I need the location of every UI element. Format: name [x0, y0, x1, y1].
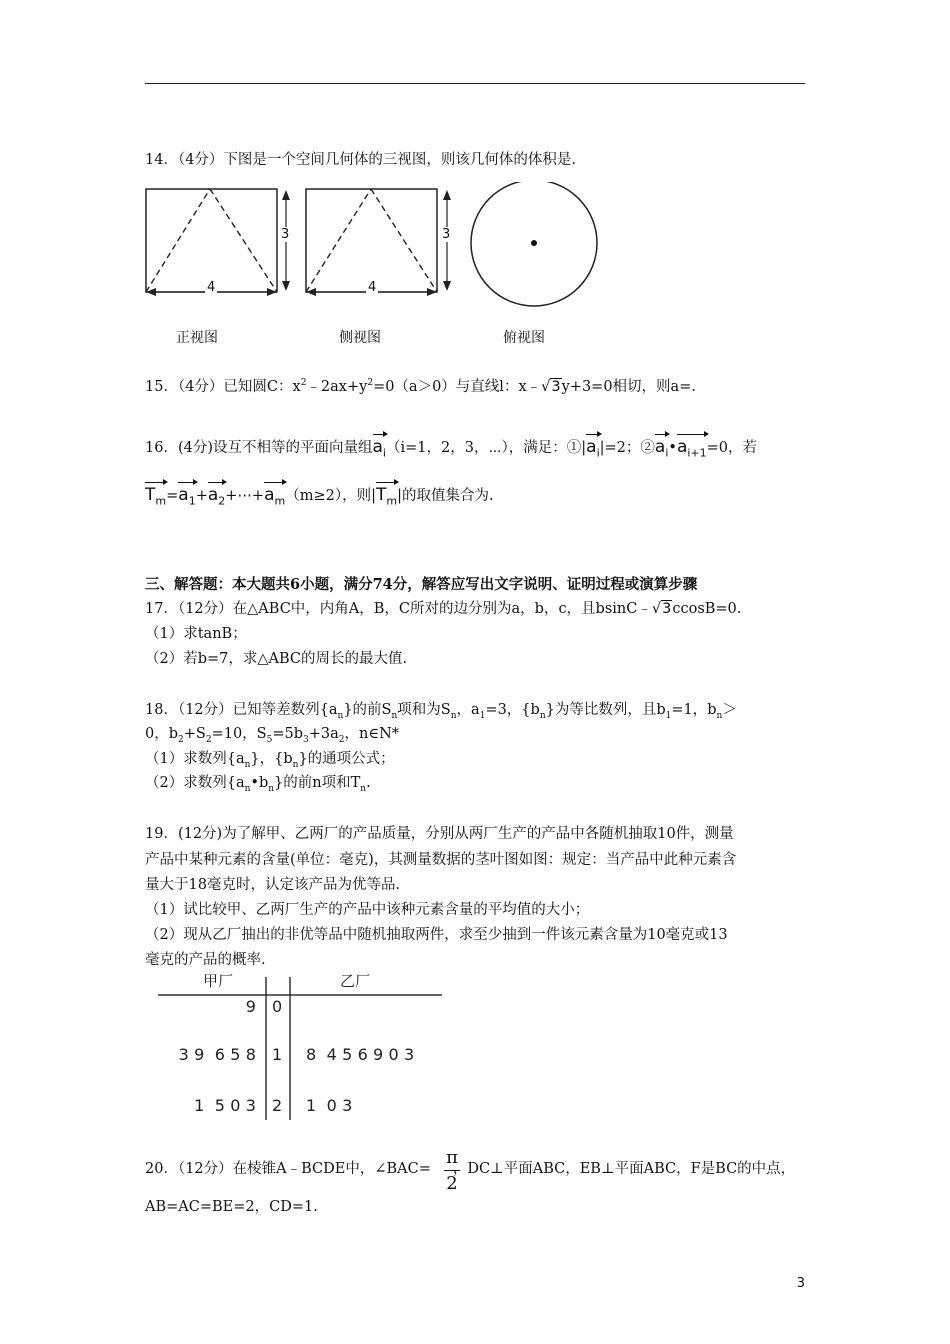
- fraction-pi-over-2: π 2: [444, 1147, 460, 1194]
- top-view: [471, 182, 597, 306]
- side-width-label: 4: [368, 280, 377, 295]
- side-height-label: 3: [442, 227, 451, 242]
- q20-line1: 20．（12分）在棱锥A﹣BCDE中，∠BAC= ，DC⊥平面ABC，EB⊥平面ABC，F是BC的中点，: [145, 1161, 796, 1177]
- side-view: [306, 189, 451, 296]
- q19-line5: （2）现从乙厂抽出的非优等品中随机抽取两件，求至少抽到一件该元素含量为10毫克或13: [145, 927, 728, 943]
- front-width-label: 4: [207, 280, 216, 295]
- sqrt-symbol: √3: [651, 601, 672, 617]
- vector-a-i: $a_i$: [586, 437, 599, 463]
- side-view-caption: 侧视图: [339, 330, 381, 346]
- q14-text: 14．（4分）下图是一个空间几何体的三视图，则该几何体的体积是.: [145, 152, 577, 168]
- front-height-label: 3: [281, 227, 290, 242]
- q17-line1: 17．（12分）在△ABC中，内角A，B，C所对的边分别为a，b，c，且bsinC﹣√3ccosB=0.: [145, 601, 742, 617]
- vector-a-i-plus-1: $a_{i+1}$: [677, 437, 707, 463]
- q19-line6: 毫克的产品的概率.: [145, 952, 266, 968]
- vector-a-m: $a_m$: [264, 485, 285, 511]
- q20-line2: AB=AC=BE=2，CD=1.: [145, 1199, 318, 1215]
- q17-line2: （1）求tanB；: [145, 626, 247, 642]
- vector-a-i: $a_i$: [655, 437, 668, 463]
- vector-a-i: $a_i$: [373, 437, 386, 463]
- q19-line1: 19．(12分)为了解甲、乙两厂的产品质量，分别从两厂生产的产品中各随机抽取10件，测量: [145, 826, 734, 842]
- page-number: 3: [796, 1276, 805, 1291]
- front-view: [146, 189, 290, 296]
- leaf-right-row-2: 1 0 3: [306, 1096, 353, 1115]
- vector-a-1: $a_1$: [178, 485, 195, 511]
- q19-line2: 产品中某种元素的含量(单位：毫克)，其测量数据的茎叶图如图：规定：当产品中此种元素含: [145, 852, 737, 868]
- q15-text: 15．（4分）已知圆C：$x^2﹣2ax+y^2=0(a>0)$与直线l：x﹣√3y+3=0相切，则a=.: [145, 378, 696, 395]
- vector-a-2: $a_2$: [208, 485, 225, 511]
- stem-row-0: 0: [272, 997, 283, 1016]
- q19-line4: （1）试比较甲、乙两厂生产的产品中该种元素含量的平均值的大小；: [145, 902, 590, 918]
- leaf-right-row-1: 8 4 5 6 9 0 3: [306, 1045, 415, 1064]
- plot-header-jia: 甲厂: [203, 972, 234, 990]
- stem-row-1: 1: [272, 1045, 283, 1064]
- header-rule: [145, 83, 805, 84]
- q18-line1: 18．（12分）已知等差数列$\{a_n\}$的前$S_n$项和为$S_n$，$a_1=3$，$\{b_n\}$为等比数列，且$b_1=1$，$b_n>$: [145, 702, 737, 721]
- q16-line1: 16．(4分)设互不相等的平面向量组$a_i(i=1$，2，3，⋯），满足：$①|a_i|=2$；$②a_i•a_{i+1}=0$，若: [145, 437, 757, 463]
- q18-line3: （1）求数列$\{a_n\}$，$\{b_n\}$的通项公式；: [145, 751, 395, 770]
- vector-T-m: $T_m$: [376, 485, 397, 511]
- q16-line2: $T_m=a_1+a_2+\cdots+a_m(m\ge 2)$，则$|T_m|$的取值集合为.: [145, 485, 494, 511]
- leaf-left-row-0: 9: [245, 997, 256, 1016]
- q18-line4: （2）求数列$\{a_n•b_n\}$的前n项和$T_n$.: [145, 775, 371, 794]
- section-3-heading: 三、解答题：本大题共6小题，满分74分，解答应写出文字说明、证明过程或演算步骤: [145, 576, 698, 593]
- front-view-caption: 正视图: [176, 330, 218, 346]
- stem-row-2: 2: [272, 1096, 283, 1115]
- leaf-left-row-1: 3 9 6 5 8: [178, 1045, 256, 1064]
- q17-line3: （2）若b=7，求△ABC的周长的最大值.: [145, 651, 408, 667]
- sqrt-symbol: √3: [541, 378, 561, 395]
- leaf-left-row-2: 1 5 0 3: [194, 1096, 256, 1115]
- q19-line3: 量大于18毫克时，认定该产品为优等品.: [145, 877, 401, 893]
- q18-line2: 0，$b_2+S_2=10$，$S_5=5b_3+3a_2$，n∈N*: [145, 726, 400, 745]
- vector-T-m: $T_m$: [145, 485, 166, 511]
- top-view-caption: 俯视图: [503, 330, 545, 346]
- plot-header-yi: 乙厂: [340, 972, 371, 990]
